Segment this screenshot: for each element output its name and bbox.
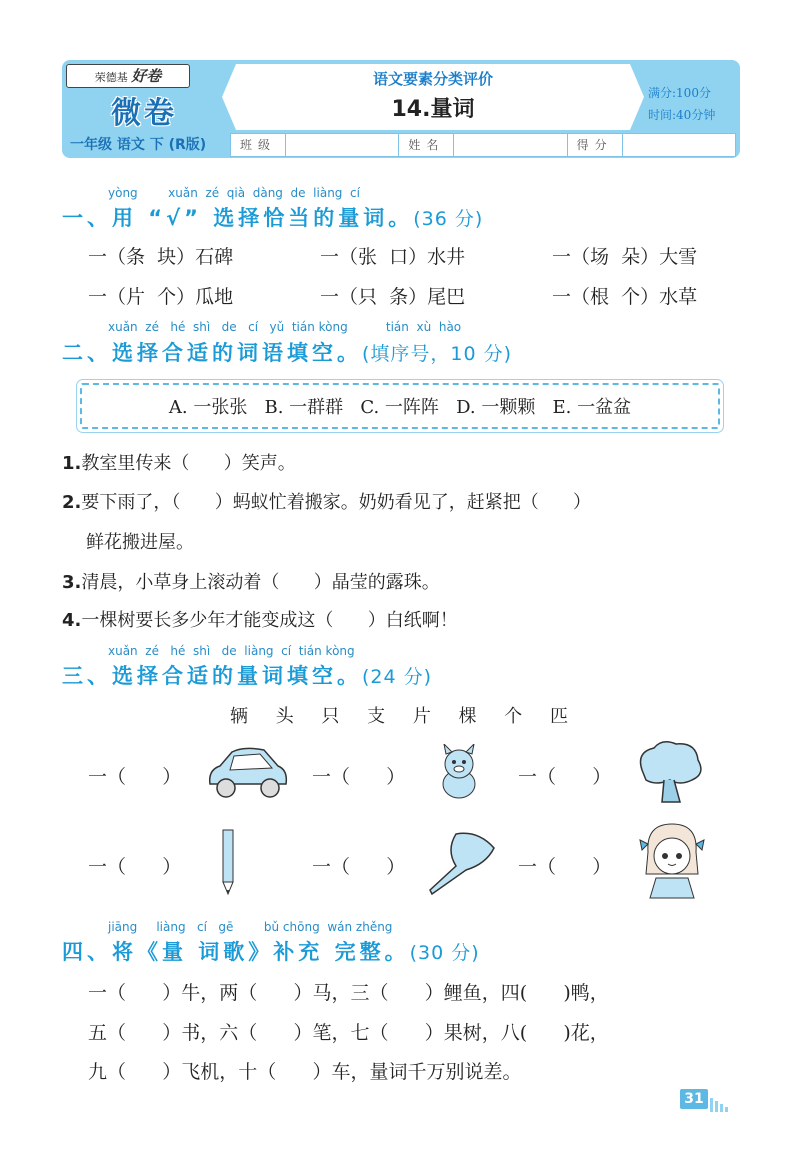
- song-line-1[interactable]: 一（ ）牛，两（ ）马，三（ ）鲤鱼，四( )鸭，: [88, 982, 609, 1004]
- blank-tree[interactable]: 一（ ）: [518, 766, 612, 788]
- pencil-icon: [218, 828, 238, 900]
- blank-pencil[interactable]: 一（ ）: [88, 856, 182, 878]
- question-number: 4.: [62, 610, 82, 631]
- score-field[interactable]: [623, 134, 735, 156]
- question-text: 要下雨了，（ ）蚂蚁忙着搬家。奶奶看见了，赶紧把（ ）: [81, 492, 592, 513]
- section4-pinyin: jiāng liàng cí gē bǔ chōng wán zhěng: [108, 920, 393, 934]
- section2-pinyin: xuǎn zé hé shì de cí yǔ tián kòng tián xù hào: [108, 320, 462, 334]
- s2-question-2[interactable]: [62, 488, 591, 514]
- girl-icon: [636, 822, 708, 904]
- score-label: 得分: [568, 134, 623, 156]
- question-number: 2.: [62, 492, 82, 513]
- section4-points: (30 分): [409, 942, 480, 964]
- section3-pinyin: xuǎn zé hé shì de liàng cí tián kòng: [108, 644, 355, 658]
- name-field[interactable]: [454, 134, 567, 156]
- section1-pinyin: yòng xuǎn zé qià dàng de liàng cí: [108, 186, 360, 200]
- section1-title: [62, 202, 483, 232]
- time-limit: 时间:40分钟: [648, 108, 716, 122]
- question-text: 教室里传来（ ）笑声。: [81, 453, 296, 474]
- section2-title-text: 二、选择合适的词语填空。: [62, 341, 362, 365]
- measure-word-list: 辆 头 只 支 片 棵 个 匹: [229, 706, 571, 727]
- full-score: 满分:100分: [648, 86, 711, 100]
- brand-logo: [66, 64, 190, 88]
- section3-title-text: 三、选择合适的量词填空。: [62, 664, 362, 688]
- s2-question-2-cont: 鲜花搬进屋。: [86, 532, 194, 553]
- section2-title: [62, 337, 512, 367]
- section1-title-text: 一、用 “√” 选择恰当的量词。: [62, 206, 414, 230]
- banner-left-arrow: [222, 64, 236, 130]
- blank-girl[interactable]: 一（ ）: [518, 856, 612, 878]
- section3-title: [62, 660, 432, 690]
- section4-title: [62, 936, 480, 966]
- s1-item-2[interactable]: 一（张 口）水井: [320, 246, 466, 268]
- brand-mark: 好卷: [131, 67, 162, 85]
- s1-item-3[interactable]: 一（场 朵）大雪: [552, 246, 698, 268]
- subtitle: 语文要素分类评价: [372, 70, 493, 88]
- score-info: [648, 82, 715, 126]
- student-info-bar: [230, 133, 736, 157]
- banner-right-arrow: [630, 64, 644, 130]
- section2-points: (填序号，10 分): [362, 343, 513, 365]
- blank-puppy[interactable]: 一（ ）: [312, 766, 406, 788]
- brand-name: 荣德基: [94, 71, 128, 84]
- s1-item-1[interactable]: 一（条 块）石碑: [88, 246, 234, 268]
- ginkgo-leaf-icon: [426, 830, 498, 900]
- section1-points: (36 分): [413, 208, 484, 230]
- blank-car[interactable]: 一（ ）: [88, 766, 182, 788]
- class-field[interactable]: [286, 134, 399, 156]
- s2-question-1[interactable]: [62, 449, 296, 475]
- options-list: A. 一张张 B. 一群群 C. 一阵阵 D. 一颗颗 E. 一盆盆: [168, 397, 632, 418]
- question-text: 一棵树要长多少年才能变成这（ ）白纸啊！: [81, 610, 458, 631]
- section4-title-text: 四、将《量 词歌》补充 完整。: [62, 940, 410, 964]
- series-title: 微卷: [111, 96, 177, 131]
- tree-icon: [636, 740, 704, 808]
- page-number-decoration: [710, 1093, 730, 1112]
- s2-question-4[interactable]: [62, 606, 458, 632]
- s1-item-6[interactable]: 一（根 个）水草: [552, 286, 698, 308]
- question-text: 清晨，小草身上滚动着（ ）晶莹的露珠。: [81, 572, 440, 593]
- section3-points: (24 分): [362, 666, 433, 688]
- s2-question-3[interactable]: [62, 568, 440, 594]
- name-label: 姓名: [399, 134, 454, 156]
- question-number: 1.: [62, 453, 82, 474]
- question-number: 3.: [62, 572, 82, 593]
- car-icon: [204, 744, 290, 806]
- blank-leaf[interactable]: 一（ ）: [312, 856, 406, 878]
- song-line-2[interactable]: 五（ ）书，六（ ）笔，七（ ）果树，八( )花，: [88, 1022, 609, 1044]
- class-label: 班级: [231, 134, 286, 156]
- song-line-3[interactable]: 九（ ）飞机，十（ ）车，量词千万别说差。: [88, 1061, 522, 1083]
- grade-label: 一年级 语文 下 (R版): [70, 137, 207, 153]
- s1-item-4[interactable]: 一（片 个）瓜地: [88, 286, 234, 308]
- s1-item-5[interactable]: 一（只 条）尾巴: [320, 286, 466, 308]
- page-title: 14.量词: [391, 97, 475, 122]
- page-number: 31: [680, 1089, 708, 1109]
- puppy-icon: [436, 744, 482, 804]
